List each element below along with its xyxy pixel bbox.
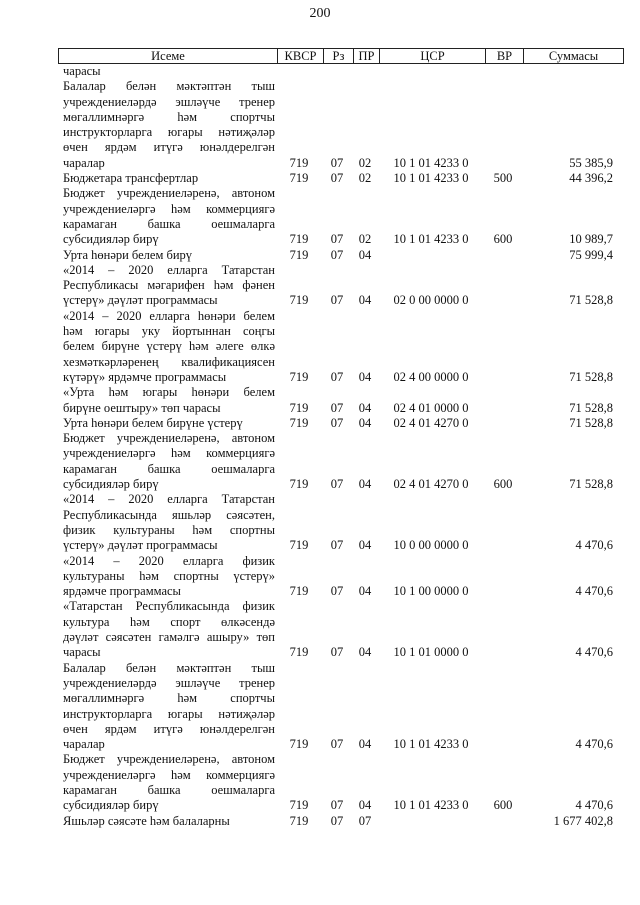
row-name — [63, 814, 275, 829]
cell-rz — [322, 64, 352, 79]
row-name-line: культура һәм спорт өлкәсендә — [63, 614, 275, 629]
cell-vr — [484, 538, 522, 553]
row-name — [63, 248, 275, 263]
table-row — [0, 248, 640, 263]
row-name-line: бирүне оештыру» төп чарасы — [63, 400, 221, 415]
table-row — [0, 814, 640, 829]
row-name-line: мөгаллимнәргә һәм спортчы — [63, 109, 275, 124]
row-name-line: Республикасы мәгарифен һәм фәнен — [63, 278, 275, 293]
cell-kvsr: 719 — [289, 369, 309, 384]
cell-rz: 07 — [330, 645, 344, 660]
cell-kvsr — [276, 64, 322, 79]
column-header-kvsr: КВСР — [277, 49, 323, 63]
table-row — [0, 554, 640, 600]
cell-csr — [378, 814, 484, 829]
row-name-line: «2014 – 2020 елларга Татарстан — [63, 262, 275, 277]
cell-kvsr: 719 — [289, 813, 309, 828]
cell-csr — [378, 64, 484, 79]
cell-sum: 71 528,8 — [569, 400, 613, 415]
cell-sum: 4 470,6 — [575, 798, 613, 813]
row-name — [63, 599, 275, 660]
cell-rz: 07 — [330, 247, 344, 262]
cell-sum: 71 528,8 — [569, 415, 613, 430]
row-name-line: үстерү» дәүләт программасы — [63, 293, 218, 308]
cell-rz: 07 — [330, 415, 344, 430]
table-row — [0, 431, 640, 492]
row-name-line: Бюджетара трансфертлар — [63, 171, 199, 186]
table-row — [0, 416, 640, 431]
cell-csr: 02 0 00 0000 0 — [393, 293, 469, 308]
cell-pr: 04 — [358, 584, 372, 599]
table-row — [0, 661, 640, 753]
row-name-line: субсидияләр бирү — [63, 798, 159, 813]
cell-vr — [484, 64, 522, 79]
cell-vr — [484, 401, 522, 416]
row-name-line: Бюджет учреждениеләренә, автоном — [63, 186, 275, 201]
cell-kvsr: 719 — [289, 293, 309, 308]
table-row — [0, 385, 640, 416]
column-header-csr: ЦСР — [379, 49, 485, 63]
cell-pr: 04 — [358, 293, 372, 308]
cell-kvsr: 719 — [289, 477, 309, 492]
row-name — [63, 309, 275, 385]
table-row — [0, 64, 640, 79]
cell-csr: 10 1 01 4233 0 — [393, 232, 469, 247]
cell-sum: 71 528,8 — [569, 369, 613, 384]
row-name-line: физик культураны һәм спортны — [63, 522, 275, 537]
cell-pr: 04 — [358, 369, 372, 384]
row-name-line: карамаган башка оешмаларга — [63, 461, 275, 476]
cell-pr: 04 — [358, 798, 372, 813]
cell-vr — [484, 156, 522, 171]
row-name-line: һәм югары уку йортыннан соңгы — [63, 324, 275, 339]
cell-csr: 10 0 00 0000 0 — [393, 538, 469, 553]
cell-rz: 07 — [330, 369, 344, 384]
row-name-line: белем бирүне үстерү һәм әлеге өлкә — [63, 339, 275, 354]
cell-pr: 07 — [358, 813, 372, 828]
cell-kvsr: 719 — [289, 538, 309, 553]
cell-vr: 600 — [493, 477, 513, 492]
row-name-line: чаралар — [63, 737, 105, 752]
column-header-name: Исеме — [151, 49, 185, 63]
cell-csr: 02 4 01 4270 0 — [393, 415, 469, 430]
cell-pr: 02 — [358, 171, 372, 186]
cell-rz: 07 — [330, 584, 344, 599]
cell-sum: 55 385,9 — [569, 155, 613, 170]
cell-sum: 44 396,2 — [569, 171, 613, 186]
cell-kvsr: 719 — [289, 232, 309, 247]
cell-csr: 10 1 01 4233 0 — [393, 155, 469, 170]
row-name-line: учреждениеләргә һәм коммерциягә — [63, 201, 275, 216]
cell-sum: 10 989,7 — [569, 232, 613, 247]
cell-vr: 500 — [493, 171, 513, 186]
cell-sum: 71 528,8 — [569, 293, 613, 308]
cell-pr: 04 — [358, 247, 372, 262]
cell-pr: 02 — [358, 155, 372, 170]
cell-sum: 71 528,8 — [569, 477, 613, 492]
cell-pr — [352, 64, 378, 79]
row-name-line: өчен ярдәм итүгә юнәлдерелгән — [63, 140, 275, 155]
cell-vr — [484, 248, 522, 263]
row-name-line: «2014 – 2020 елларга физик — [63, 553, 275, 568]
row-name — [63, 79, 275, 171]
row-name-line: чарасы — [63, 645, 101, 660]
cell-kvsr: 719 — [289, 737, 309, 752]
cell-csr: 02 4 01 4270 0 — [393, 477, 469, 492]
cell-rz: 07 — [330, 737, 344, 752]
row-name-line: учреждениеләргә һәм коммерциягә — [63, 446, 275, 461]
cell-kvsr: 719 — [289, 645, 309, 660]
table-row — [0, 752, 640, 813]
row-name-line: инструкторларга югары нәтиҗәләр — [63, 125, 275, 140]
table-row — [0, 79, 640, 171]
cell-pr: 04 — [358, 538, 372, 553]
cell-vr: 600 — [493, 798, 513, 813]
cell-kvsr: 719 — [289, 798, 309, 813]
cell-rz: 07 — [330, 538, 344, 553]
cell-csr: 10 1 00 0000 0 — [393, 584, 469, 599]
cell-vr — [484, 293, 522, 308]
column-header-rz: Рз — [323, 49, 353, 63]
row-name-line: үстерү» дәүләт программасы — [63, 538, 218, 553]
cell-rz: 07 — [330, 232, 344, 247]
row-name-line: субсидияләр бирү — [63, 477, 159, 492]
cell-vr: 600 — [493, 232, 513, 247]
cell-rz: 07 — [330, 400, 344, 415]
cell-sum: 4 470,6 — [575, 737, 613, 752]
row-name-line: Республикасында яшьләр сәясәтен, — [63, 507, 275, 522]
row-name-line: культураны һәм спортны үстерү» — [63, 568, 275, 583]
table-row — [0, 492, 640, 553]
cell-pr: 04 — [358, 645, 372, 660]
row-name-line: «Урта һәм югары һөнәри белем — [63, 385, 275, 400]
cell-csr: 10 1 01 0000 0 — [393, 645, 469, 660]
row-name-line: «2014 – 2020 елларга һөнәри белем — [63, 308, 275, 323]
cell-rz: 07 — [330, 813, 344, 828]
cell-vr — [484, 584, 522, 599]
column-header-vr: ВР — [485, 49, 523, 63]
row-name-line: субсидияләр бирү — [63, 232, 159, 247]
cell-csr: 10 1 01 4233 0 — [393, 171, 469, 186]
cell-rz: 07 — [330, 293, 344, 308]
cell-rz: 07 — [330, 798, 344, 813]
row-name-line: «2014 – 2020 елларга Татарстан — [63, 492, 275, 507]
row-name-line: Урта һөнәри белем бирү — [63, 247, 193, 262]
cell-pr: 04 — [358, 737, 372, 752]
cell-kvsr: 719 — [289, 171, 309, 186]
row-name — [63, 263, 275, 309]
row-name — [63, 64, 275, 79]
cell-vr — [484, 416, 522, 431]
row-name-line: Балалар белән мәктәптән тыш — [63, 660, 275, 675]
row-name — [63, 431, 275, 492]
row-name-line: карамаган башка оешмаларга — [63, 783, 275, 797]
row-name-line: Урта һөнәри белем бирүне үстерү — [63, 415, 243, 430]
cell-vr — [484, 370, 522, 385]
row-name — [63, 661, 275, 753]
cell-pr: 04 — [358, 415, 372, 430]
cell-pr: 04 — [358, 477, 372, 492]
row-name-line: Яшьләр сәясәте һәм балаларны — [63, 813, 230, 828]
row-name-line: учреждениеләрдә эшләүче тренер — [63, 94, 275, 109]
row-name-line: күтәрү» ярдәмче программасы — [63, 369, 227, 384]
row-name — [63, 492, 275, 553]
cell-kvsr: 719 — [289, 415, 309, 430]
cell-csr: 10 1 01 4233 0 — [393, 798, 469, 813]
cell-csr: 02 4 00 0000 0 — [393, 369, 469, 384]
row-name-line: учреждениеләргә һәм коммерциягә — [63, 767, 275, 782]
row-name — [63, 554, 275, 600]
cell-sum: 4 470,6 — [575, 584, 613, 599]
cell-vr — [484, 645, 522, 660]
row-name-line: чаралар — [63, 155, 105, 170]
cell-csr: 02 4 01 0000 0 — [393, 400, 469, 415]
row-name-line: хезмәткәрләренең квалификациясен — [63, 354, 275, 369]
table-row — [0, 171, 640, 186]
row-name-line: Бюджет учреждениеләренә, автоном — [63, 431, 275, 446]
cell-sum: 1 677 402,8 — [553, 813, 613, 828]
cell-sum: 75 999,4 — [569, 247, 613, 262]
cell-pr: 02 — [358, 232, 372, 247]
row-name-line: чарасы — [63, 64, 101, 78]
cell-sum — [522, 64, 613, 79]
cell-kvsr: 719 — [289, 247, 309, 262]
row-name-line: Бюджет учреждениеләренә, автоном — [63, 752, 275, 767]
table-row — [0, 186, 640, 247]
cell-sum: 4 470,6 — [575, 645, 613, 660]
column-header-sum: Суммасы — [523, 49, 623, 63]
row-name-line: Балалар белән мәктәптән тыш — [63, 79, 275, 94]
cell-kvsr: 719 — [289, 400, 309, 415]
page-number: 200 — [309, 6, 331, 21]
cell-rz: 07 — [330, 477, 344, 492]
row-name-line: мөгаллимнәргә һәм спортчы — [63, 691, 275, 706]
cell-pr: 04 — [358, 400, 372, 415]
row-name — [63, 385, 275, 416]
cell-vr — [484, 814, 522, 829]
cell-csr — [378, 248, 484, 263]
row-name — [63, 186, 275, 247]
table-row — [0, 309, 640, 386]
row-name-line: «Татарстан Республикасында физик — [63, 599, 275, 614]
column-header-pr: ПР — [353, 49, 379, 63]
row-name — [63, 752, 275, 813]
cell-rz: 07 — [330, 171, 344, 186]
table-header — [58, 48, 624, 64]
table-row — [0, 599, 640, 660]
row-name-line: ярдәмче программасы — [63, 584, 181, 599]
row-name-line: өчен ярдәм итүгә юнәлдерелгән — [63, 721, 275, 736]
table-row — [0, 263, 640, 309]
cell-vr — [484, 737, 522, 752]
row-name — [63, 416, 275, 431]
row-name-line: карамаган башка оешмаларга — [63, 216, 275, 231]
cell-kvsr: 719 — [289, 584, 309, 599]
cell-sum: 4 470,6 — [575, 538, 613, 553]
cell-csr: 10 1 01 4233 0 — [393, 737, 469, 752]
row-name-line: учреждениеләрдә эшләүче тренер — [63, 675, 275, 690]
row-name-line: дәүләт сәясәтен гамәлгә ашыру» төп — [63, 630, 275, 645]
table-body — [0, 64, 640, 829]
cell-rz: 07 — [330, 155, 344, 170]
row-name-line: инструкторларга югары нәтиҗәләр — [63, 706, 275, 721]
cell-kvsr: 719 — [289, 155, 309, 170]
row-name — [63, 171, 275, 186]
